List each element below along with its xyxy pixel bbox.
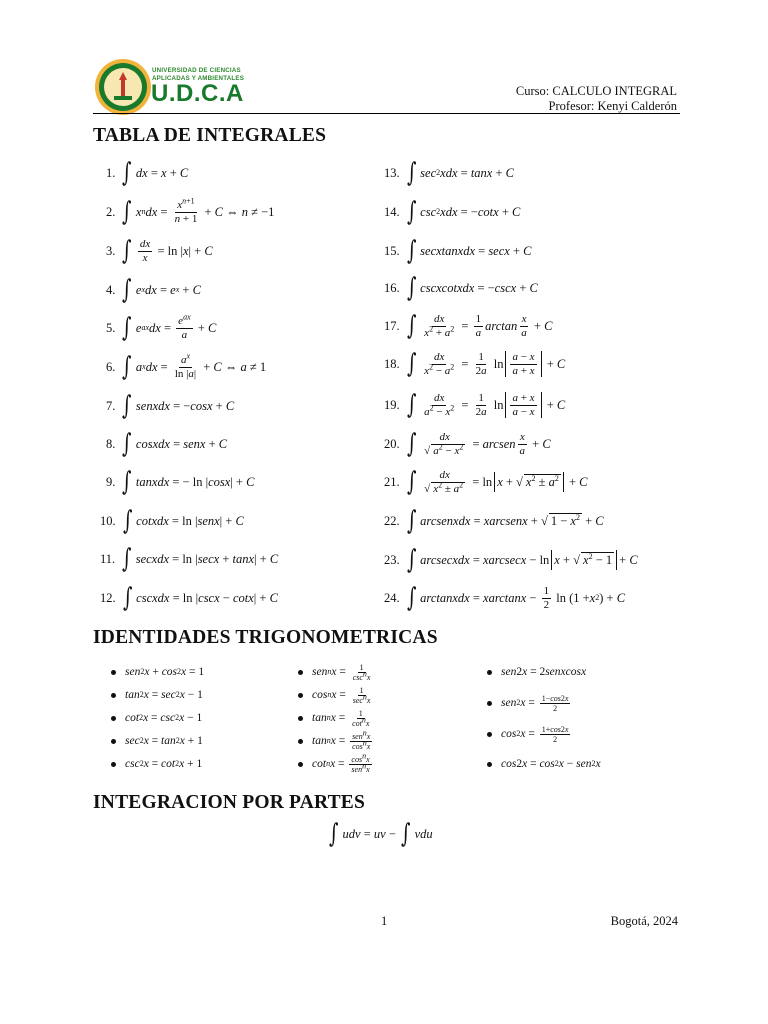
item-number: 9. (106, 474, 116, 489)
identity-1: sen 2 x + cos 2 x = 1 (111, 661, 204, 683)
integral-9: 9. ∫ tanxdx = − ln | cosx | + C (106, 467, 255, 497)
identity-7: cos n x = 1 $\sec^nx$ (298, 684, 374, 706)
item-number: 2. (106, 204, 116, 219)
integral-11: 11. ∫ secxdx = ln | secx + tanx | + C (100, 544, 279, 574)
integral-18: 18. ∫ dx $x^2 - a^2$ = 1 2a ln a − x a + x + C (384, 349, 566, 379)
identity-9: tan n x = sen$^n$x $\cos^nx$ (298, 730, 374, 752)
identity-10: cot n x = $\cos^nx$ sen$^n$x (298, 753, 374, 775)
item-number: 20. (384, 436, 400, 451)
integral-1: 1. ∫ dx = x + C (106, 158, 189, 188)
identity-12: sen 2 x = 1−cos2x 2 (487, 692, 572, 714)
integral-22: 22. ∫ arcsenxdx = xarcsenx + √ $1 - x^2$ + C (384, 506, 604, 536)
integral-17: 17. ∫ dx $x^2 + a^2$ = 1 a arctan x a + C (384, 311, 553, 341)
integral-24: 24. ∫ arctanxdx = xarctanx − 1 2 ln (1 + x 2 ) + C (384, 583, 626, 613)
header-divider (93, 113, 680, 114)
integral-14: 14. ∫ csc 2 xdx = − cotx + C (384, 197, 521, 227)
integral-19: 19. ∫ dx $a^2 - x^2$ = 1 2a ln a + x a − x + C (384, 390, 566, 420)
university-name-line1: UNIVERSIDAD DE CIENCIAS (152, 67, 241, 74)
course-label: Curso: CALCULO INTEGRAL (515, 84, 677, 98)
integral-23: 23. ∫ arcsecxdx = xarcsecx − ln x + √ $x^2 - 1$ + C (384, 545, 638, 575)
professor-label: Profesor: Kenyi Calderón (548, 99, 677, 113)
integration-by-parts-formula: ∫ udv = uv − ∫ vdu (329, 819, 433, 849)
identity-11: sen 2 x = 2 senxcosx (487, 661, 586, 683)
integral-3: 3. ∫ dx x = ln | x | + C (106, 236, 213, 266)
integral-12: 12. ∫ cscxdx = ln | cscx − cotx | + C (100, 583, 278, 613)
section-title-integrals: TABLA DE INTEGRALES (93, 125, 327, 146)
item-number: 3. (106, 243, 116, 258)
integral-2: 2. ∫ x n dx = $x^{n+1}$ n + 1 + C ⇔ n ≠ −1 (106, 195, 275, 227)
item-number: 21. (384, 474, 400, 489)
integral-21: 21. ∫ dx √ $x^2 \pm a^2$ = ln x + √ $x^2 \pm a^2$ + C (384, 467, 588, 497)
item-number: 24. (384, 590, 400, 605)
item-number: 17. (384, 318, 400, 333)
item-number: 19. (384, 397, 400, 412)
item-number: 23. (384, 552, 400, 567)
identity-4: sec 2 x = tan 2 x + 1 (111, 730, 203, 752)
item-number: 16. (384, 280, 400, 295)
item-number: 22. (384, 513, 400, 528)
university-name-line2: APLICADAS Y AMBIENTALES (152, 74, 245, 82)
integral-10: 10. ∫ cotxdx = ln | senx | + C (100, 506, 244, 536)
integral-20: 20. ∫ dx √ $a^2 - x^2$ = arcsen x a + C (384, 429, 551, 459)
university-acronym: U.D.C.A (151, 80, 244, 107)
identity-5: csc 2 x = cot 2 x + 1 (111, 753, 202, 775)
identity-6: sen n x = 1 $\csc^nx$ (298, 661, 374, 683)
integral-7: 7. ∫ senxdx = − cosx + C (106, 391, 235, 421)
item-number: 5. (106, 320, 116, 335)
item-number: 1. (106, 165, 116, 180)
item-number: 18. (384, 356, 400, 371)
item-number: 11. (100, 551, 116, 566)
item-number: 14. (384, 204, 400, 219)
identity-2: tan 2 x = sec 2 x − 1 (111, 684, 203, 706)
section-title-integration-by-parts: INTEGRACION POR PARTES (93, 792, 366, 813)
item-number: 10. (100, 513, 116, 528)
integral-15: 15. ∫ secxtanxdx = secx + C (384, 236, 532, 266)
item-number: 8. (106, 436, 116, 451)
item-number: 4. (106, 282, 116, 297)
integral-16: 16. ∫ cscxcotxdx = − cscx + C (384, 273, 538, 303)
identity-14: cos 2 x = cos 2 x − sen 2 x (487, 753, 601, 775)
integral-6: 6. ∫ a x dx = $a^x$ ln |a| + C ⇔ a ≠ 1 (106, 350, 267, 382)
course-header (516, 84, 677, 114)
page-number: 1 (381, 914, 388, 928)
section-title-identities: IDENTIDADES TRIGONOMETRICAS (93, 627, 438, 648)
item-number: 12. (100, 590, 116, 605)
item-number: 7. (106, 398, 116, 413)
item-number: 13. (384, 165, 400, 180)
item-number: 6. (106, 359, 116, 374)
identity-13: cos 2 x = 1+cos2x 2 (487, 723, 572, 745)
university-seal-logo (94, 58, 152, 116)
integral-13: 13. ∫ sec 2 xdx = tanx + C (384, 158, 514, 188)
identity-3: cot 2 x = csc 2 x − 1 (111, 707, 202, 729)
integral-8: 8. ∫ cosxdx = senx + C (106, 429, 228, 459)
footer-place-date: Bogotá, 2024 (610, 914, 678, 928)
integral-4: 4. ∫ e x dx = e x + C (106, 275, 201, 305)
item-number: 15. (384, 243, 400, 258)
integral-5: 5. ∫ e ax dx = $e^{ax}$ a + C (106, 311, 217, 343)
identity-8: tan n x = 1 $\cot^nx$ (298, 707, 373, 729)
